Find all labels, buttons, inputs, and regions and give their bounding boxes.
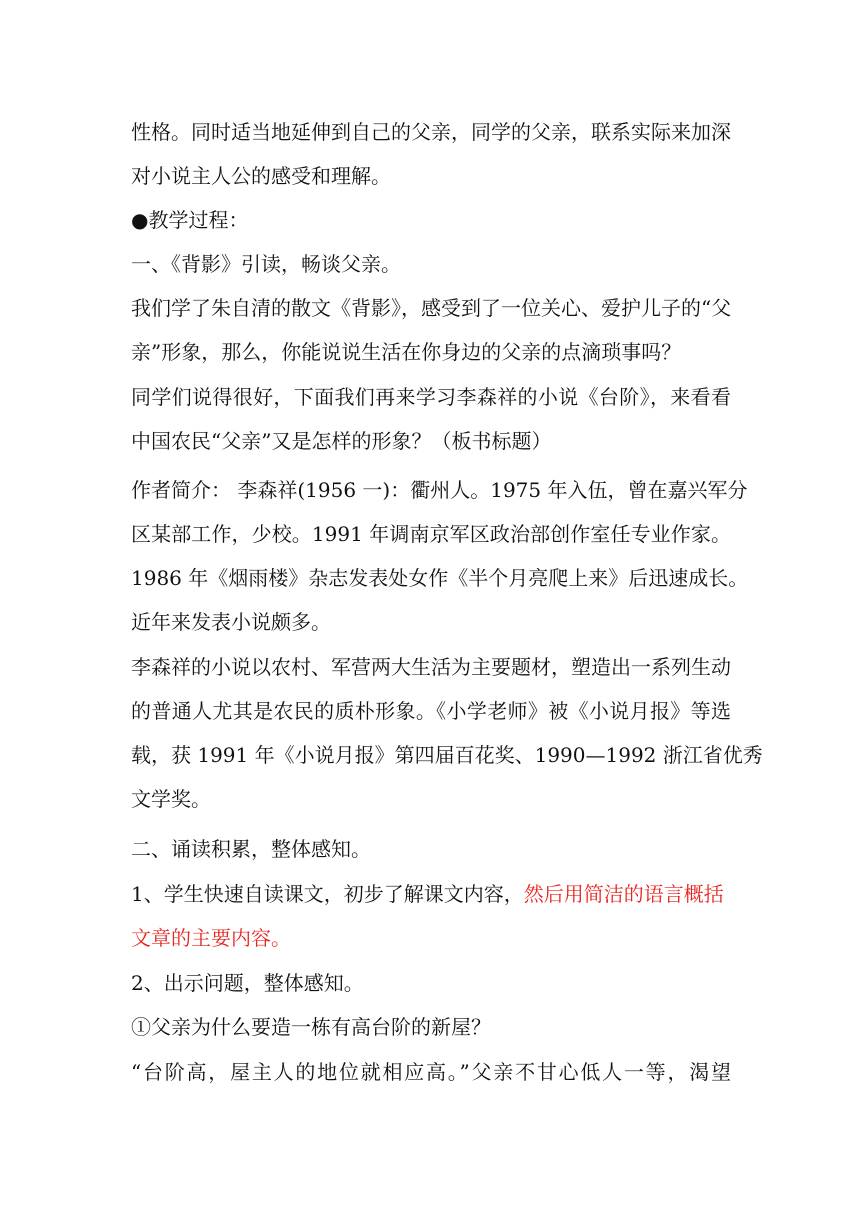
- section-heading: 一、《背影》引读，畅谈父亲。: [131, 252, 401, 276]
- text-line: 对小说主人公的感受和理解。: [131, 164, 391, 188]
- text-line: 的普通人尤其是农民的质朴形象。《小学老师》被《小说月报》等选: [131, 699, 731, 723]
- text-line: 1986 年《烟雨楼》杂志发表处女作《半个月亮爬上来》后迅速成长。: [131, 566, 749, 590]
- text-line: “台阶高，屋主人的地位就相应高。”父亲不甘心低人一等，渴望: [131, 1060, 731, 1084]
- text-line: 文学奖。: [131, 787, 211, 811]
- text-line: 同学们说得很好，下面我们再来学习李森祥的小说《台阶》，来看看: [131, 385, 731, 409]
- text-line: 性格。同时适当地延伸到自己的父亲，同学的父亲，联系实际来加深: [131, 120, 731, 144]
- text-line: 作者简介： 李森祥(1956 一)：衢州人。1975 年入伍，曾在嘉兴军分: [131, 478, 748, 502]
- text-line: 李森祥的小说以农村、军营两大生活为主要题材，塑造出一系列生动: [131, 655, 731, 679]
- text-line: 我们学了朱自清的散文《背影》，感受到了一位关心、爱护儿子的“父: [131, 296, 732, 320]
- text-line: 载，获 1991 年《小说月报》第四届百花奖、1990—1992 浙江省优秀: [131, 743, 763, 767]
- text-line: 中国农民“父亲”又是怎样的形象？（板书标题）: [131, 429, 552, 453]
- text-line: 2、出示问题，整体感知。: [131, 971, 364, 995]
- highlighted-text: 文章的主要内容。: [131, 926, 291, 950]
- text-line: 近年来发表小说颇多。: [131, 610, 331, 634]
- question-line: ①父亲为什么要造一栋有高台阶的新屋？: [131, 1015, 491, 1039]
- text-line-with-highlight: [131, 880, 731, 908]
- text-line: 亲”形象，那么，你能说说生活在你身边的父亲的点滴琐事吗？: [131, 340, 682, 364]
- text-line: 区某部工作，少校。1991 年调南京军区政治部创作室任专业作家。: [131, 522, 731, 546]
- highlighted-text: 然后用简洁的语言概括: [523, 882, 724, 906]
- section-heading: ●教学过程：: [131, 208, 249, 232]
- text-segment: 1、学生快速自读课文，初步了解课文内容，: [131, 882, 524, 906]
- section-heading: 二、诵读积累，整体感知。: [131, 837, 371, 861]
